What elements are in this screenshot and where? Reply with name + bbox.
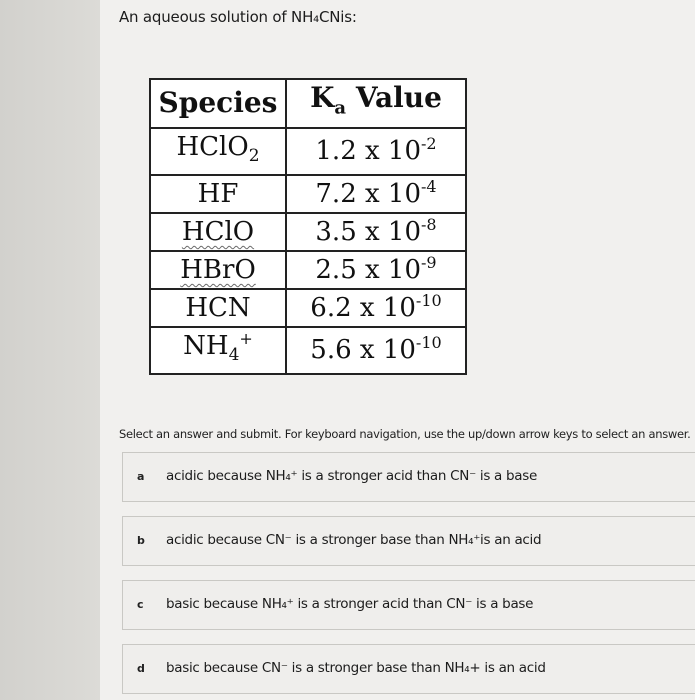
table-row <box>150 213 466 251</box>
option-letter: a <box>137 470 145 483</box>
answer-option-a[interactable] <box>122 452 695 502</box>
header-species: Species <box>150 79 286 128</box>
table-row <box>150 289 466 327</box>
answer-option-b[interactable] <box>122 516 695 566</box>
ka-cell: 2.5 x $10^{-9}$ <box>286 251 466 289</box>
option-text: acidic because NH₄⁺ is a stronger acid than CN⁻ is a base <box>166 468 538 484</box>
species-cell: HF <box>150 175 286 213</box>
answer-option-c[interactable] <box>122 580 695 630</box>
instructions-text: Select an answer and submit. For keyboard navigation, use the up/down arrow keys to select an answer. <box>119 427 691 441</box>
option-text: acidic because CN⁻ is a stronger base than NH₄⁺is an acid <box>166 532 542 548</box>
species-cell: $NH_4^+$ <box>150 327 286 374</box>
table-row <box>150 128 466 175</box>
species-cell: HClO$_2$ <box>150 128 286 175</box>
ka-cell: 7.2 x $10^{-4}$ <box>286 175 466 213</box>
option-letter: c <box>137 598 144 611</box>
question-text: An aqueous solution of NH₄CNis: <box>119 8 357 26</box>
ka-cell: 1.2 x $10^{-2}$ <box>286 128 466 175</box>
species-cell: HBrO <box>150 251 286 289</box>
ka-cell: 6.2 x $10^{-10}$ <box>286 289 466 327</box>
table-header-row <box>150 79 466 128</box>
species-cell: HCN <box>150 289 286 327</box>
ka-cell: 3.5 x $10^{-8}$ <box>286 213 466 251</box>
option-text: basic because NH₄⁺ is a stronger acid than CN⁻ is a base <box>166 596 534 612</box>
option-letter: b <box>137 534 145 547</box>
answer-option-d[interactable] <box>122 644 695 694</box>
header-ka-value: $K_a$ Value <box>286 79 466 128</box>
table-row <box>150 327 466 374</box>
species-cell: HClO <box>150 213 286 251</box>
table-row <box>150 175 466 213</box>
ka-cell: 5.6 x $10^{-10}$ <box>286 327 466 374</box>
ka-table <box>149 78 467 375</box>
option-letter: d <box>137 662 145 675</box>
table-row <box>150 251 466 289</box>
option-text: basic because CN⁻ is a stronger base than NH₄+ is an acid <box>166 660 546 676</box>
left-margin <box>0 0 100 700</box>
